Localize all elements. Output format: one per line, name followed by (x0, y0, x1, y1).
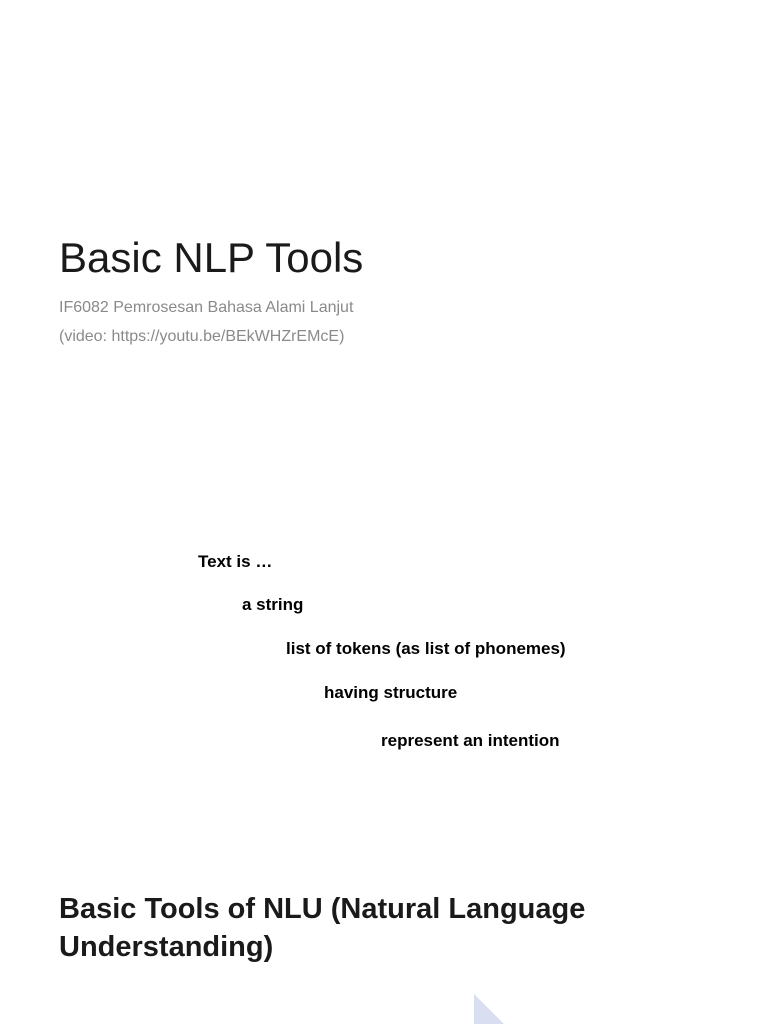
cascade-line-string: a string (242, 595, 304, 614)
cascade-line-structure: having structure (324, 683, 458, 702)
slide-title-heading: Basic NLP Tools (59, 234, 364, 281)
course-subtitle: IF6082 Pemrosesan Bahasa Alami Lanjut (59, 299, 354, 316)
cascade-line-tokens: list of tokens (as list of phonemes) (286, 639, 566, 658)
triangle-decoration-icon (474, 994, 504, 1024)
video-link-subtitle: (video: https://youtu.be/BEkWHZrEMcE) (59, 328, 345, 345)
slide-text-is (0, 480, 768, 860)
cascade-line-text-is: Text is … (198, 552, 273, 571)
cascade-line-intention: represent an intention (381, 731, 560, 750)
nlu-section-heading: Basic Tools of NLU (Natural Language Understanding) (59, 893, 586, 963)
slide-nlu-tools (0, 860, 768, 1024)
slide-title (0, 0, 768, 480)
